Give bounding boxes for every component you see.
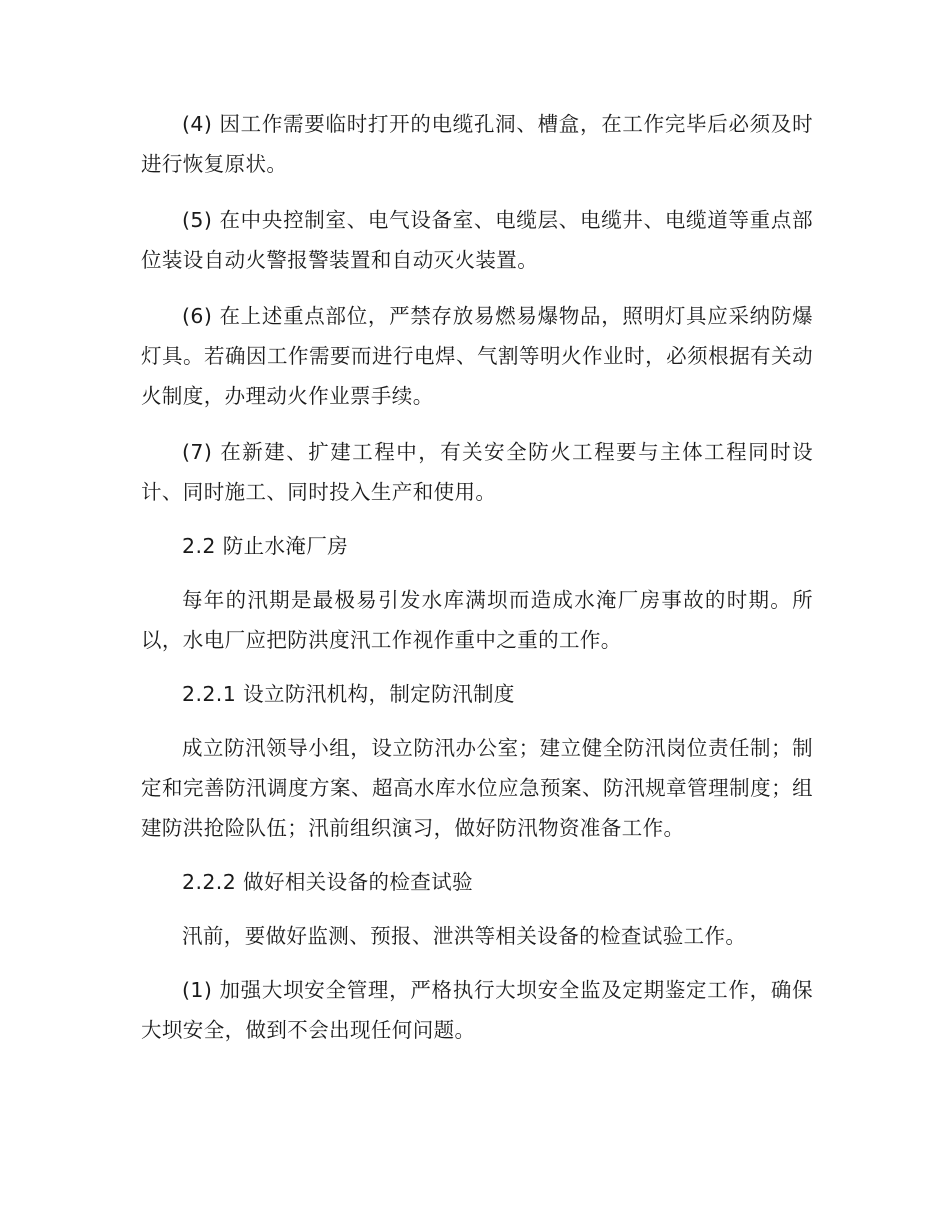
section-heading-2-2-1: 2.2.1 设立防汛机构，制定防汛制度 (182, 682, 515, 706)
paragraph-pre-flood-inspection: 汛前，要做好监测、预报、泄洪等相关设备的检查试验工作。 (182, 924, 747, 948)
document-body (141, 104, 813, 1050)
paragraph-item-4: (4) 因工作需要临时打开的电缆孔洞、槽盒，在工作完毕后必须及时进行恢复原状。 (141, 112, 813, 176)
paragraph-flood-season: 每年的汛期是最极易引发水库满坝而造成水淹厂房事故的时期。所以，水电厂应把防洪度汛工作视作重中之重的工作。 (141, 588, 813, 652)
paragraph-item-5: (5) 在中央控制室、电气设备室、电缆层、电缆井、电缆道等重点部位装设自动火警报警装置和自动灭火装置。 (141, 208, 813, 272)
paragraph-item-6: (6) 在上述重点部位，严禁存放易燃易爆物品，照明灯具应采纳防爆灯具。若确因工作需要而进行电焊、气割等明火作业时，必须根据有关动火制度，办理动火作业票手续。 (141, 304, 813, 408)
section-heading-2-2-2: 2.2.2 做好相关设备的检查试验 (182, 870, 473, 894)
section-heading-2-2: 2.2 防止水淹厂房 (182, 534, 349, 558)
paragraph-item-7: (7) 在新建、扩建工程中，有关安全防火工程要与主体工程同时设计、同时施工、同时投入生产和使用。 (141, 440, 813, 504)
paragraph-item-1-dam-safety: (1) 加强大坝安全管理，严格执行大坝安全监及定期鉴定工作，确保大坝安全，做到不会出现任何问题。 (141, 978, 813, 1042)
paragraph-flood-organization: 成立防汛领导小组，设立防汛办公室；建立健全防汛岗位责任制；制定和完善防汛调度方案、超高水库水位应急预案、防汛规章管理制度；组建防洪抢险队伍；汛前组织演习，做好防汛物资准备工作。 (141, 736, 813, 840)
